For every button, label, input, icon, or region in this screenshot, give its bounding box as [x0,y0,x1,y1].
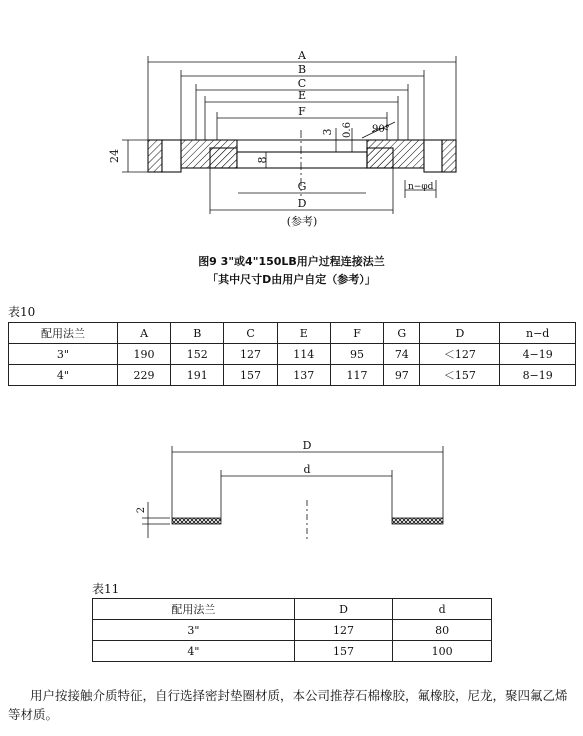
header-cell: D [294,599,393,620]
table11-label: 表11 [92,582,120,596]
dim-A: A [298,49,306,62]
header-cell: C [224,323,277,344]
header-cell: D [420,323,500,344]
table-cell: 100 [393,641,492,662]
header-cell: 配用法兰 [93,599,295,620]
table-header-row [93,599,492,620]
header-cell: F [330,323,383,344]
header-cell: B [171,323,224,344]
ref-note: (参考) [286,215,318,228]
table10 [8,322,576,386]
table-cell: 80 [393,620,492,641]
dim-8: 8 [256,156,269,164]
gasket-dim-d: d [303,463,311,476]
table-cell: 114 [277,344,330,365]
header-cell: n−d [500,323,576,344]
flange-drawing [0,0,583,240]
table-cell: 157 [224,365,277,386]
header-cell: 配用法兰 [9,323,118,344]
dim-D: D [297,197,307,210]
figure9-caption-line1: 图9 3"或4"150LB用户过程连接法兰 [198,255,385,268]
figure9-caption-line2: 「其中尺寸D由用户自定（参考）」 [207,273,376,286]
gasket-dim-2: 2 [136,506,147,514]
table-cell: 4" [9,365,118,386]
table10-label: 表10 [8,305,36,319]
table-cell: 4" [93,641,295,662]
table-row [9,344,576,365]
table-cell: 3" [93,620,295,641]
table-header-row [9,323,576,344]
table-row [93,641,492,662]
table-cell: 190 [117,344,170,365]
table11 [92,598,492,662]
header-cell: E [277,323,330,344]
dim-3: 3 [321,128,334,136]
dim-24: 24 [108,149,121,163]
table-cell: 127 [294,620,393,641]
table-cell: 74 [384,344,420,365]
table-cell: 3" [9,344,118,365]
table-cell: 95 [330,344,383,365]
gasket-dim-D: D [302,439,312,452]
header-cell: G [384,323,420,344]
dim-G: G [297,180,307,193]
dim-B: B [297,63,307,76]
table-cell: 157 [294,641,393,662]
table-cell: 97 [384,365,420,386]
dim-C: C [297,77,307,90]
table-cell: 4−19 [500,344,576,365]
gasket-drawing [0,420,583,560]
table-cell: 191 [171,365,224,386]
dim-nd: n−φd [408,182,434,192]
table-cell: 117 [330,365,383,386]
table-row [93,620,492,641]
material-recommendation-paragraph: 用户按接触介质特征，自行选择密封垫圈材质，本公司推荐石棉橡胶，氟橡胶，尼龙，聚四氟乙烯等材质。 [8,688,568,722]
table-cell: 137 [277,365,330,386]
table-cell: ＜157 [420,365,500,386]
dim-90: 90° [372,124,390,135]
table-cell: 8−19 [500,365,576,386]
header-cell: d [393,599,492,620]
table-row [9,365,576,386]
dim-0.6: 0.6 [342,122,353,138]
table-cell: 152 [171,344,224,365]
dim-F: F [298,105,306,118]
table-cell: 229 [117,365,170,386]
table-cell: ＜127 [420,344,500,365]
header-cell: A [117,323,170,344]
table-cell: 127 [224,344,277,365]
dim-E: E [297,89,307,102]
